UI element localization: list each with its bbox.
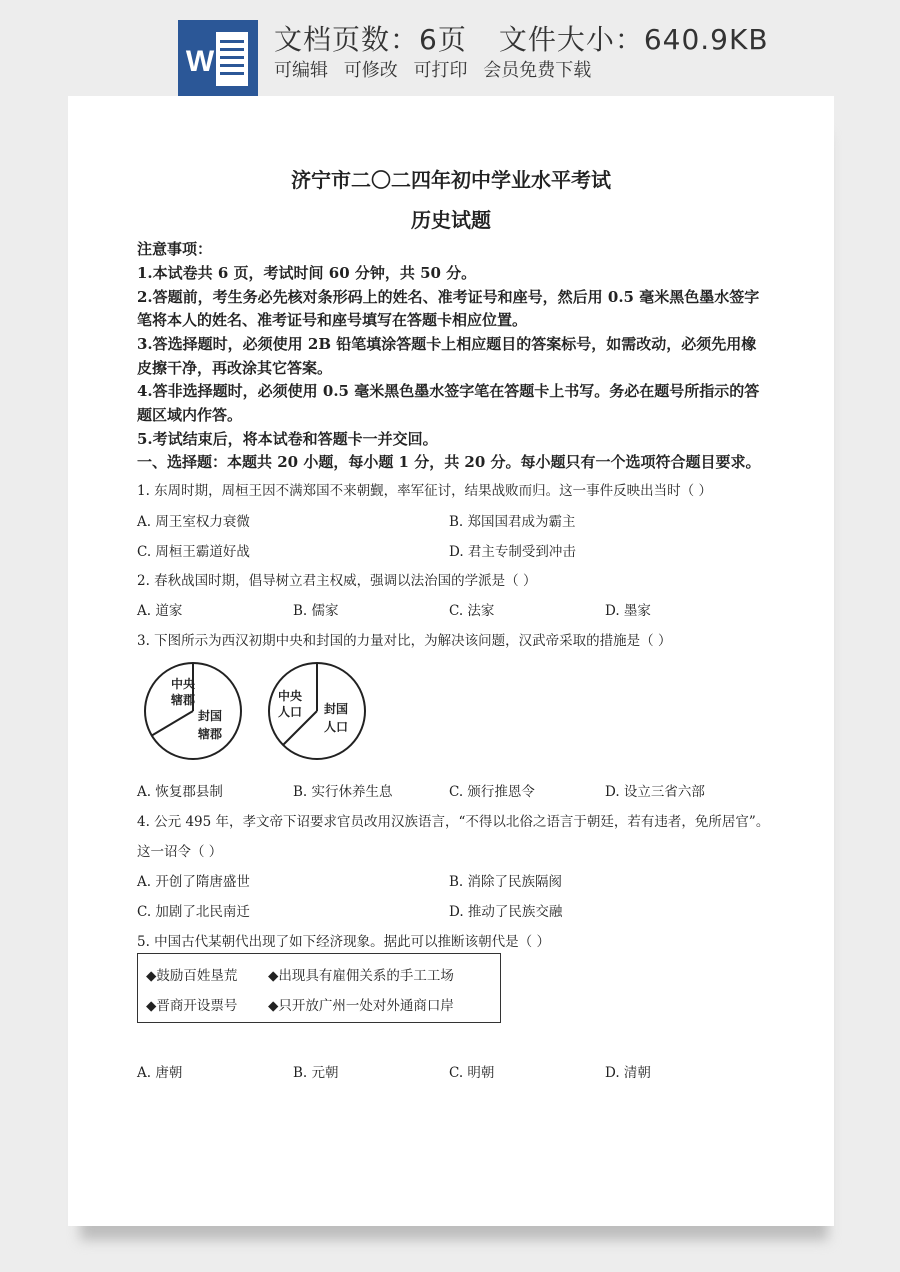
question-4-stem: 4. 公元 495 年，孝文帝下诏要求官员改用汉族语言，“不得以北俗之语言于朝廷，若有违者，免所居官”。 <box>137 814 770 830</box>
pie1-central-label: 中央 <box>171 677 196 691</box>
note-line: 1.本试卷共 6 页，考试时间 60 分钟，共 50 分。 <box>137 264 477 282</box>
pie1-vassal-label: 辖郡 <box>198 727 223 741</box>
phenomenon-item: ◆只开放广州一处对外通商口岸 <box>268 998 454 1014</box>
q2-option-c: C. 法家 <box>449 603 495 619</box>
note-line: 3.答选择题时，必须使用 2B 铅笔填涂答题卡上相应题目的答案标号，如需改动，必须先用橡 <box>137 335 757 353</box>
note-line: 5.考试结束后，将本试卷和答题卡一并交回。 <box>137 430 438 448</box>
note-line: 皮擦干净，再改涂其它答案。 <box>137 359 333 377</box>
q3-option-b: B. 实行休养生息 <box>293 784 393 800</box>
q3-option-d: D. 设立三省六部 <box>605 784 705 800</box>
pie1-central-label: 辖郡 <box>171 693 196 707</box>
pie2-central-label: 人口 <box>278 705 303 719</box>
q1-option-a: A. 周王室权力衰微 <box>137 514 250 530</box>
feature-printable: 可打印 <box>413 60 468 81</box>
q4-option-b: B. 消除了民族隔阂 <box>449 874 563 890</box>
q4-option-a: A. 开创了隋唐盛世 <box>137 874 250 890</box>
feature-modifiable: 可修改 <box>343 60 398 81</box>
pie1-vassal-label: 封国 <box>198 709 223 723</box>
q2-option-b: B. 儒家 <box>293 603 339 619</box>
q5-option-a: A. 唐朝 <box>137 1065 183 1081</box>
section-heading: 一、选择题：本题共 20 小题，每小题 1 分，共 20 分。每小题只有一个选项符合题目要求。 <box>137 453 761 471</box>
phenomenon-item: ◆出现具有雇佣关系的手工工场 <box>268 968 454 984</box>
q1-option-c: C. 周桓王霸道好战 <box>137 544 250 560</box>
feature-editable: 可编辑 <box>274 60 328 81</box>
pie-chart-population <box>266 660 368 762</box>
q5-option-c: C. 明朝 <box>449 1065 495 1081</box>
q4-option-d: D. 推动了民族交融 <box>449 904 563 920</box>
exam-page <box>68 96 834 1226</box>
question-2-stem: 2. 春秋战国时期，倡导树立君主权威，强调以法治国的学派是（ ） <box>137 573 537 589</box>
note-line: 笔将本人的姓名、准考证号和座号填写在答题卡相应位置。 <box>137 311 528 329</box>
q2-option-a: A. 道家 <box>137 603 183 619</box>
note-line: 题区域内作答。 <box>137 406 243 424</box>
q5-option-b: B. 元朝 <box>293 1065 339 1081</box>
note-line: 4.答非选择题时，必须使用 0.5 毫米黑色墨水签字笔在答题卡上书写。务必在题号所指示的答 <box>137 382 760 400</box>
question-4-stem-cont: 这一诏令（ ） <box>137 844 223 860</box>
word-document-icon <box>178 20 258 98</box>
file-size: 文件大小：640.9KB <box>498 23 769 56</box>
q1-option-b: B. 郑国国君成为霸主 <box>449 514 576 530</box>
phenomenon-item: ◆晋商开设票号 <box>146 998 238 1014</box>
feature-list <box>274 56 601 82</box>
pie2-vassal-label: 封国 <box>324 702 349 716</box>
pie-chart-districts <box>142 660 244 762</box>
svg-text:W: W <box>185 45 215 78</box>
q3-option-a: A. 恢复郡县制 <box>137 784 223 800</box>
economic-phenomena-box <box>137 953 501 1023</box>
document-stats <box>274 18 769 58</box>
exam-subject: 历史试题 <box>411 208 491 232</box>
note-line: 2.答题前，考生务必先核对条形码上的姓名、准考证号和座号，然后用 0.5 毫米黑色墨水签字 <box>137 288 760 306</box>
question-1-stem: 1. 东周时期，周桓王因不满郑国不来朝觐，率军征讨，结果战败而归。这一事件反映出当时（ ） <box>137 483 712 499</box>
pie2-vassal-label: 人口 <box>324 720 349 734</box>
q3-option-c: C. 颁行推恩令 <box>449 784 535 800</box>
q1-option-d: D. 君主专制受到冲击 <box>449 544 576 560</box>
q5-option-d: D. 清朝 <box>605 1065 651 1081</box>
page-count: 文档页数：6页 <box>274 23 467 56</box>
exam-title: 济宁市二〇二四年初中学业水平考试 <box>291 168 611 192</box>
download-banner <box>0 0 900 100</box>
notes-heading: 注意事项： <box>137 240 213 258</box>
q2-option-d: D. 墨家 <box>605 603 651 619</box>
feature-member-download: 会员免费下载 <box>483 60 592 81</box>
q4-option-c: C. 加剧了北民南迁 <box>137 904 250 920</box>
question-3-stem: 3. 下图所示为西汉初期中央和封国的力量对比，为解决该问题，汉武帝采取的措施是（ ） <box>137 633 672 649</box>
question-5-stem: 5. 中国古代某朝代出现了如下经济现象。据此可以推断该朝代是（ ） <box>137 934 550 950</box>
pie2-central-label: 中央 <box>278 689 303 703</box>
phenomenon-item: ◆鼓励百姓垦荒 <box>146 968 238 984</box>
